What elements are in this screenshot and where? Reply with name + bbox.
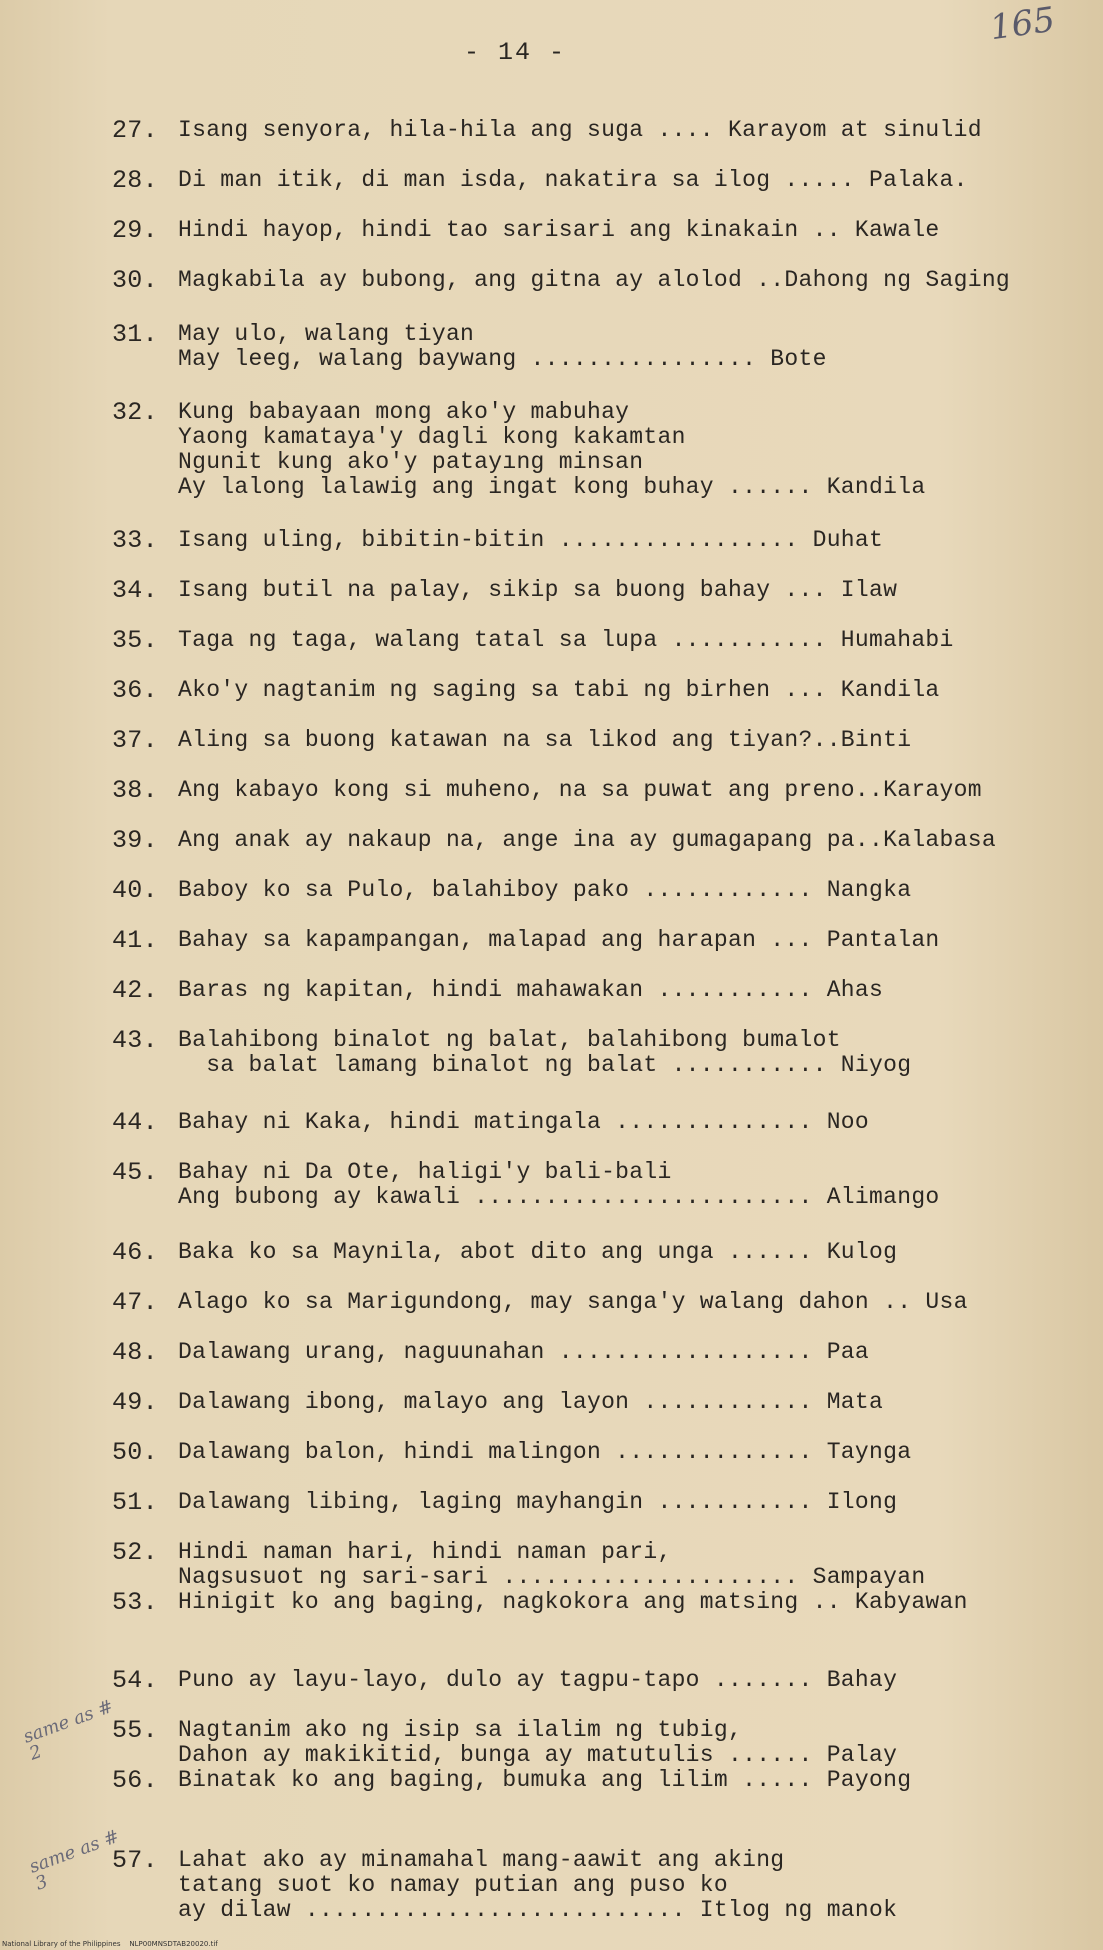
riddle-line: Binatak ko ang baging, bumuka ang lilim ..... Payong	[178, 1767, 912, 1793]
riddle-line: Nagsusuot ng sari-sari ..................... Sampayan	[178, 1564, 926, 1590]
riddle-text	[178, 218, 1103, 243]
riddle-text	[178, 928, 1103, 953]
riddle-text	[178, 828, 1103, 853]
riddle-number: 46.	[112, 1238, 158, 1267]
riddle-text	[178, 1110, 1103, 1135]
riddle-number: 50.	[112, 1438, 158, 1467]
riddle-line: May ulo, walang tiyan	[178, 321, 475, 347]
riddle-text	[178, 322, 1103, 372]
riddle-text	[178, 168, 1103, 193]
riddle-number: 56.	[112, 1766, 158, 1795]
riddle-line: ay dilaw ........................... Itlog ng manok	[178, 1897, 898, 1923]
margin-note-55: same as # 2	[20, 1695, 117, 1765]
riddle-line: Ako'y nagtanim ng saging sa tabi ng birhen ... Kandila	[178, 677, 940, 703]
riddle-number: 42.	[112, 976, 158, 1005]
riddle-line: Ay lalong lalawig ang ingat kong buhay ...... Kandila	[178, 474, 926, 500]
riddle-text	[178, 1590, 1103, 1615]
riddle-text	[178, 528, 1103, 553]
riddle-line: Dalawang balon, hindi malingon .............. Taynga	[178, 1439, 912, 1465]
riddle-number: 40.	[112, 876, 158, 905]
riddle-text	[178, 1390, 1103, 1415]
riddle-line: Di man itik, di man isda, nakatira sa ilog ..... Palaka.	[178, 167, 968, 193]
riddle-line: Dalawang libing, laging mayhangin ........... Ilong	[178, 1489, 898, 1515]
riddle-text	[178, 268, 1103, 293]
riddle-text	[178, 1490, 1103, 1515]
riddle-number: 52.	[112, 1538, 158, 1567]
riddle-line: Puno ay layu-layo, dulo ay tagpu-tapo ....... Bahay	[178, 1667, 898, 1693]
riddle-number: 32.	[112, 398, 158, 427]
riddle-text	[178, 1340, 1103, 1365]
riddle-number: 45.	[112, 1158, 158, 1187]
archive-footer: National Library of the Philippines NLP00MNSDTAB20020.tif	[2, 1940, 218, 1948]
riddle-text	[178, 728, 1103, 753]
handwritten-page-mark: 165	[987, 0, 1058, 49]
riddle-text	[178, 1440, 1103, 1465]
riddle-number: 31.	[112, 320, 158, 349]
riddle-line: Aling sa buong katawan na sa likod ang tiyan?..Binti	[178, 727, 912, 753]
riddle-number: 43.	[112, 1026, 158, 1055]
riddle-line: May leeg, walang baywang ................ Bote	[178, 346, 827, 372]
riddle-text	[178, 878, 1103, 903]
riddle-line: Dalawang ibong, malayo ang layon ............ Mata	[178, 1389, 884, 1415]
riddle-text	[178, 578, 1103, 603]
riddle-number: 34.	[112, 576, 158, 605]
riddle-line: Alago ko sa Marigundong, may sanga'y walang dahon .. Usa	[178, 1289, 968, 1315]
riddle-number: 57.	[112, 1846, 158, 1875]
riddle-line: Bahay sa kapampangan, malapad ang harapan ... Pantalan	[178, 927, 940, 953]
riddle-text	[178, 978, 1103, 1003]
riddle-line: Ang bubong ay kawali ........................ Alimango	[178, 1184, 940, 1210]
riddle-text	[178, 1290, 1103, 1315]
riddle-text	[178, 400, 1103, 500]
riddle-line: Hindi naman hari, hindi naman pari,	[178, 1539, 672, 1565]
riddle-line: Baka ko sa Maynila, abot dito ang unga ...... Kulog	[178, 1239, 898, 1265]
riddle-line: Nagtanim ako ng isip sa ilalim ng tubig,	[178, 1717, 743, 1743]
riddle-number: 29.	[112, 216, 158, 245]
riddle-text	[178, 1540, 1103, 1590]
riddle-line: Baras ng kapitan, hindi mahawakan ........... Ahas	[178, 977, 884, 1003]
riddle-number: 37.	[112, 726, 158, 755]
riddle-text	[178, 1240, 1103, 1265]
riddle-text	[178, 778, 1103, 803]
riddle-line: Balahibong binalot ng balat, balahibong bumalot	[178, 1027, 841, 1053]
riddle-line: Bahay ni Kaka, hindi matingala .............. Noo	[178, 1109, 870, 1135]
riddle-line: Ang anak ay nakaup na, ange ina ay gumagapang pa..Kalabasa	[178, 827, 996, 853]
riddle-line: Magkabila ay bubong, ang gitna ay alolod ..Dahong ng Saging	[178, 267, 1011, 293]
riddle-text	[178, 1848, 1103, 1923]
riddle-number: 53.	[112, 1588, 158, 1617]
riddle-line: Isang butil na palay, sikip sa buong bahay ... Ilaw	[178, 577, 898, 603]
riddle-line: Bahay ni Da Ote, haligi'y bali-bali	[178, 1159, 672, 1185]
riddle-line: sa balat lamang binalot ng balat ........... Niyog	[178, 1052, 912, 1078]
riddle-line: Ang kabayo kong si muheno, na sa puwat ang preno..Karayom	[178, 777, 982, 803]
riddle-number: 54.	[112, 1666, 158, 1695]
riddle-text	[178, 628, 1103, 653]
riddle-number: 51.	[112, 1488, 158, 1517]
riddle-number: 28.	[112, 166, 158, 195]
riddle-text	[178, 1028, 1103, 1078]
riddle-line: Hinigit ko ang baging, nagkokora ang matsing .. Kabyawan	[178, 1589, 968, 1615]
riddle-text	[178, 1718, 1103, 1768]
riddle-number: 39.	[112, 826, 158, 855]
riddle-line: Hindi hayop, hindi tao sarisari ang kinakain .. Kawale	[178, 217, 940, 243]
riddle-text	[178, 1668, 1103, 1693]
riddle-text	[178, 678, 1103, 703]
riddle-number: 49.	[112, 1388, 158, 1417]
riddle-number: 27.	[112, 116, 158, 145]
riddle-number: 48.	[112, 1338, 158, 1367]
page-number: - 14 -	[463, 38, 566, 67]
riddle-line: Ngunit kung ako'y patayıng minsan	[178, 449, 644, 475]
riddle-line: Dalawang urang, naguunahan .................. Paa	[178, 1339, 870, 1365]
riddle-line: Dahon ay makikitid, bunga ay matutulis ...... Palay	[178, 1742, 898, 1768]
riddle-number: 47.	[112, 1288, 158, 1317]
riddle-number: 38.	[112, 776, 158, 805]
riddle-line: Taga ng taga, walang tatal sa lupa ........... Humahabi	[178, 627, 954, 653]
riddle-line: Baboy ko sa Pulo, balahiboy pako ............ Nangka	[178, 877, 912, 903]
riddle-line: Lahat ako ay minamahal mang-aawit ang aking	[178, 1847, 785, 1873]
riddle-text	[178, 1768, 1103, 1793]
riddle-line: Isang uling, bibitin-bitin ................. Duhat	[178, 527, 884, 553]
riddle-line: tatang suot ko namay putian ang puso ko	[178, 1872, 728, 1898]
riddle-number: 41.	[112, 926, 158, 955]
riddle-number: 33.	[112, 526, 158, 555]
riddle-line: Yaong kamatayа'y dagli kong kakamtan	[178, 424, 686, 450]
riddle-number: 55.	[112, 1716, 158, 1745]
riddle-line: Isang senyora, hila-hila ang suga .... Karayom at sinulid	[178, 117, 982, 143]
riddle-number: 36.	[112, 676, 158, 705]
riddle-number: 35.	[112, 626, 158, 655]
riddle-line: Kung babayaan mong ako'y mabuhay	[178, 399, 630, 425]
margin-note-57: same as # 3	[26, 1825, 123, 1895]
riddle-text	[178, 118, 1103, 143]
riddle-number: 44.	[112, 1108, 158, 1137]
riddle-text	[178, 1160, 1103, 1210]
riddle-number: 30.	[112, 266, 158, 295]
